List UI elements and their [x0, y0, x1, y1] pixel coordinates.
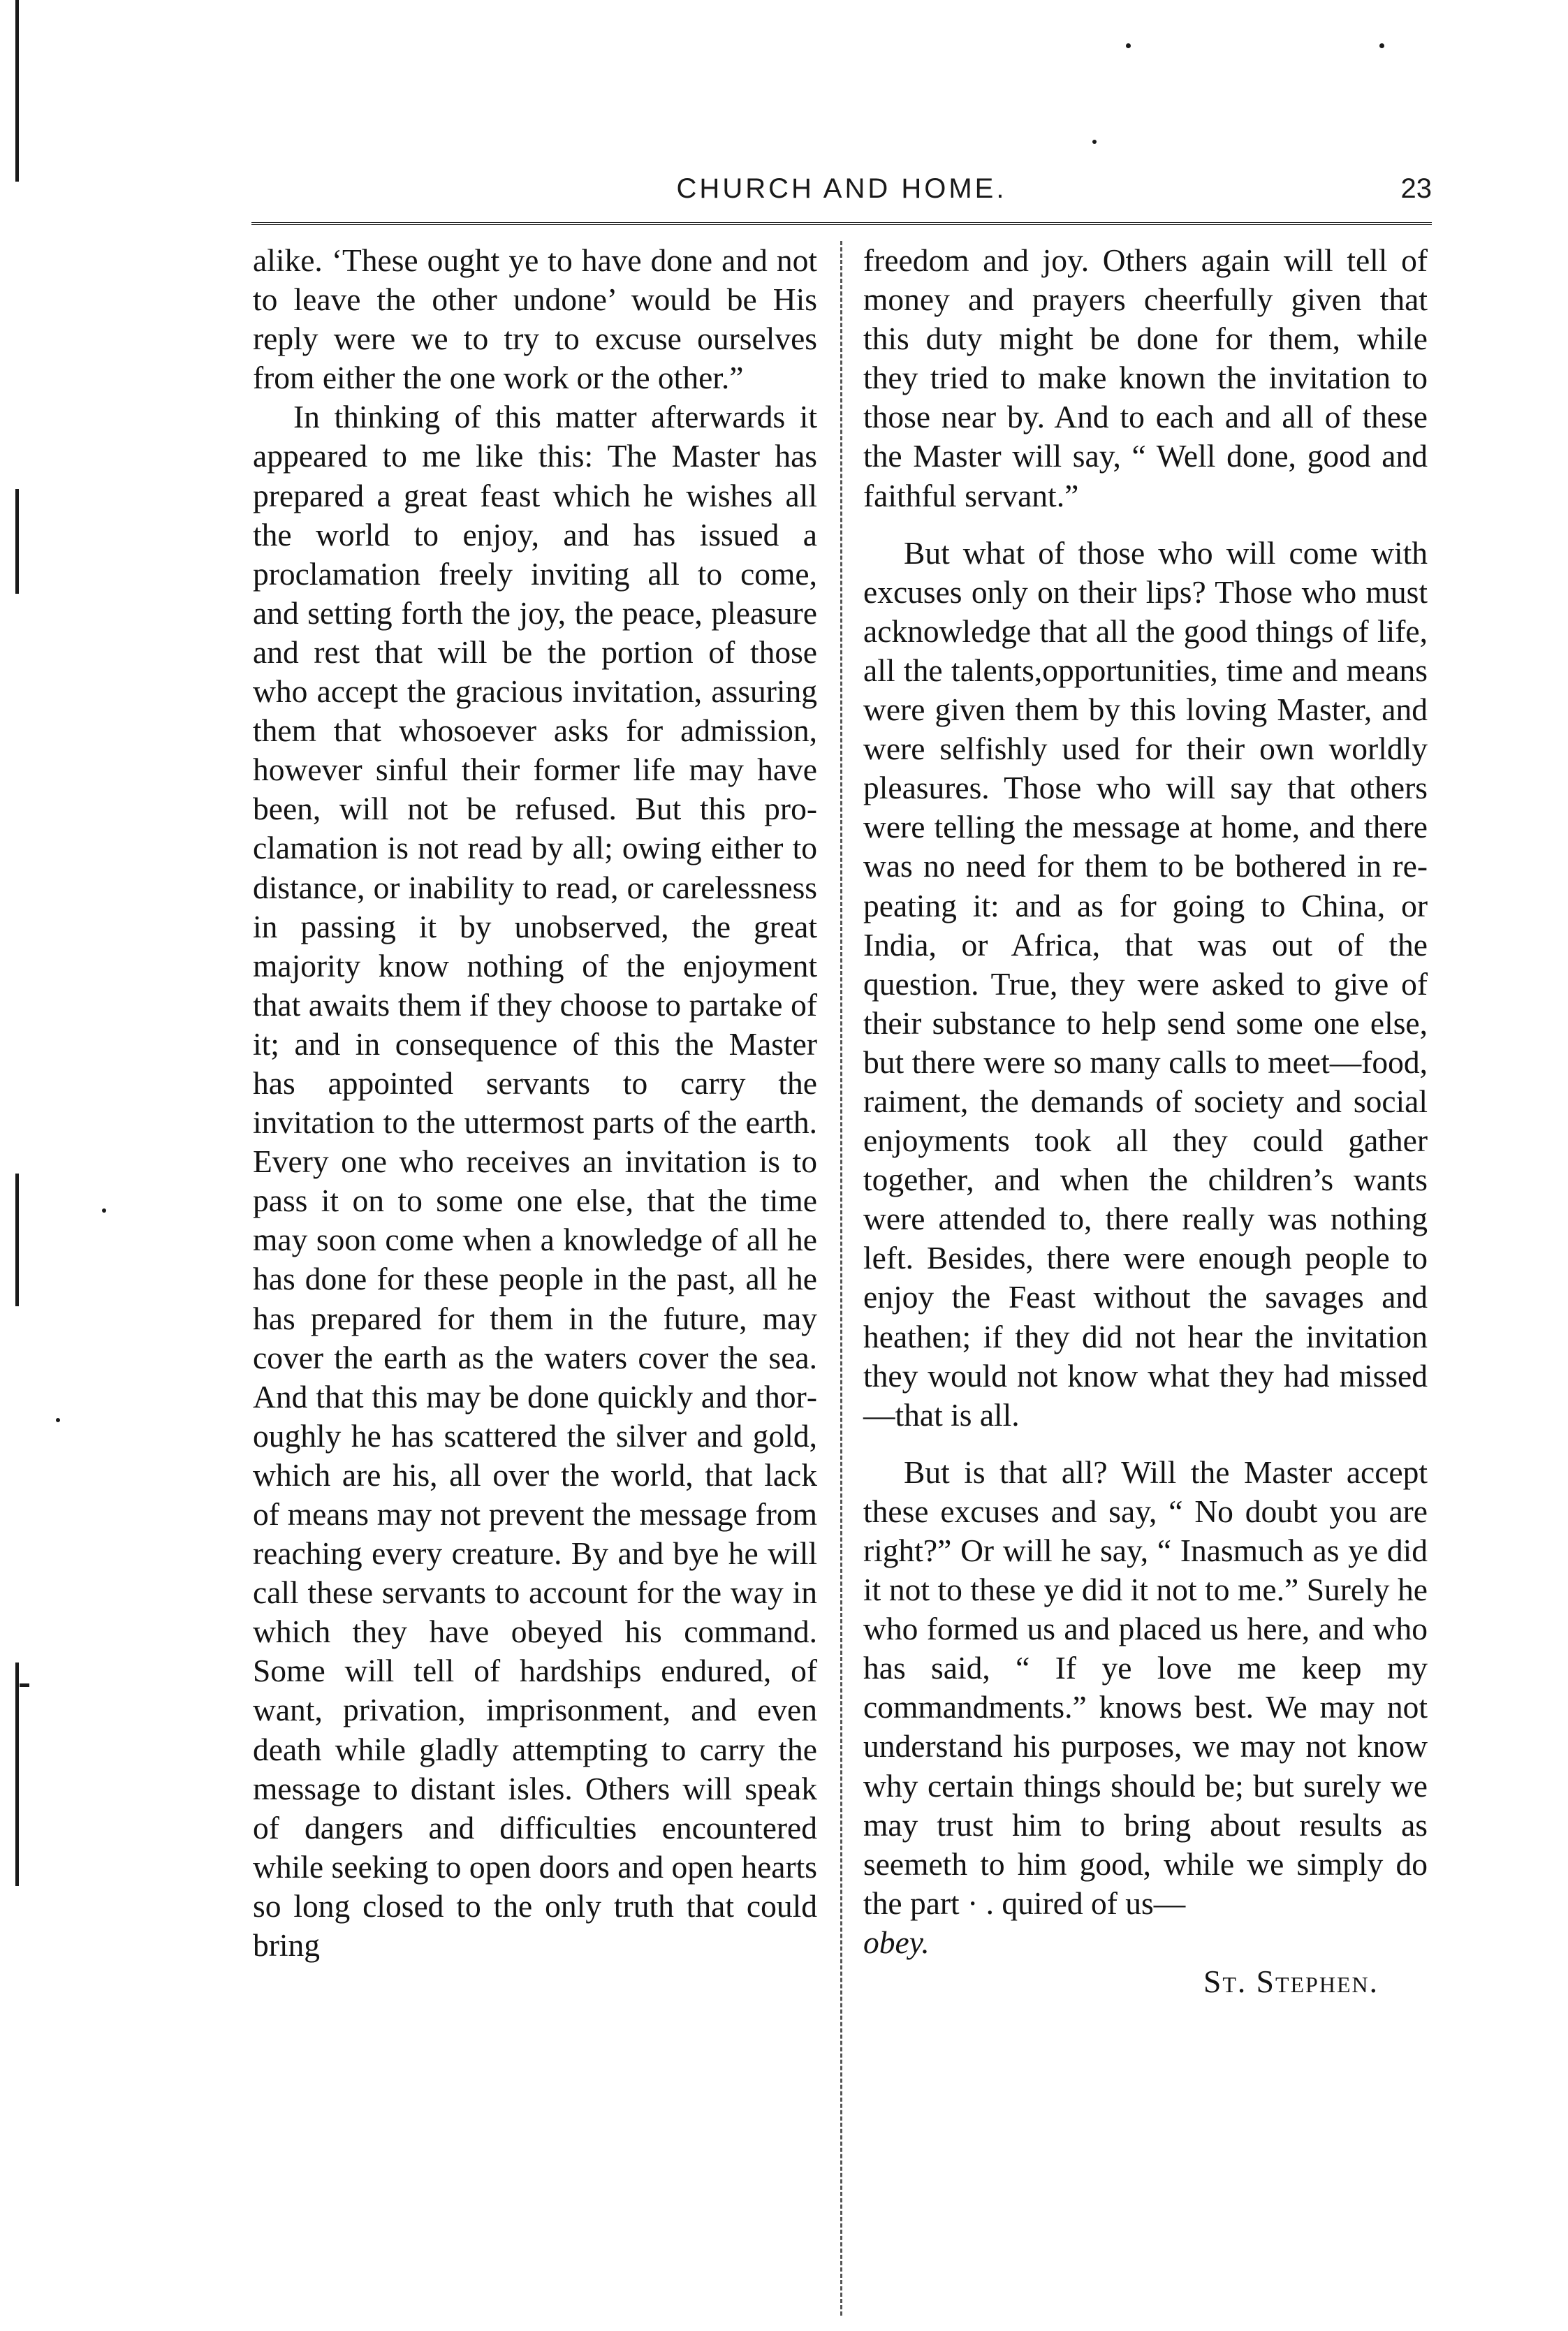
scan-speck	[1126, 43, 1131, 48]
page-number: 23	[1400, 173, 1432, 204]
scan-edge-line-bottom	[15, 1663, 19, 1886]
closing-word: obey.	[863, 1924, 930, 1960]
left-paragraph-2: In thinking of this matter afterwards it appeared to me like this: The Master has prepared a great feast which he wishes all the world to enjoy, and has issued a proclamation freely inviting all to come, and setting forth the joy, the peace, pleasure and rest that will be the portion of those who accept the gracious invitation, assuring them that whosoever asks for admission, however sinful their former life may have been, will not be refused. But this proclamation is not read by all; owing either to distance, or inability to read, or carelessness in passing it by unobserved, the great majority know nothing of the enjoyment that awaits them if they choose to partake of it; and in consequence of this the Master has appointed servants to carry the invitation to the uttermost parts of the earth. Every one who receives an invitation is to pass it on to some one else, that the time may soon come when a knowledge of all he has done for these people in the past, all he has prepared for them in the future, may cover the earth as the waters cover the sea. And that this may be done quickly and thoroughly he has scattered the silver and gold, which are his, all over the world, that lack of means may not prevent the message from reaching every creature. By and bye he will call these servants to account for the way in which they have obeyed his command. Some will tell of hardships endured, of want, privation, imprisonment, and even death while gladly attempting to carry the message to distant isles. Others will speak of dangers and difficulties encountered while seeking to open doors and open hearts so long closed to the only truth that could bring	[253, 399, 817, 1964]
closing-word-line	[863, 1923, 1428, 1962]
signature: St. Stephen.	[1203, 1964, 1379, 2000]
right-paragraph-1: freedom and joy. Others again will tell of money and prayers cheerfully given that this duty might be done for them, while they tried to make known the invitation to those near by. And to each and all of these the Master will say, “ Well done, good and faithful servant.”	[863, 242, 1428, 513]
scan-edge-line-low	[15, 1174, 19, 1306]
scan-edge-line-mid	[15, 489, 19, 594]
header-rule	[251, 222, 1432, 225]
scan-speck	[1379, 43, 1384, 48]
running-head-title: CHURCH AND HOME.	[676, 173, 1007, 204]
left-paragraph-1: alike. ‘These ought ye to have done and not to leave the other undone’ would be His reply were we to try to excuse ourselves from either the one work or the other.”	[253, 242, 817, 396]
left-column	[253, 241, 817, 1965]
scan-speck	[102, 1208, 106, 1213]
scan-edge-tick	[20, 1683, 29, 1687]
column-divider	[840, 241, 842, 2316]
scan-speck	[56, 1418, 60, 1422]
right-paragraph-2: But what of those who will come with excuses only on their lips? Those who must acknowledge that all the good things of life, all the talents,opportunities, time and means were given them by this loving Master, and were selfishly used for their own worldly pleasures. Those who will say that others were telling the message at home, and there was no need for them to be bothered in repeating it: and as for going to China, or India, or Africa, that was out of the question. True, they were asked to give of their substance to help send some one else, but there were so many calls to meet—food, raiment, the demands of society and social enjoyments took all they could gather together, and when the children’s wants were attended to, there really was nothing left. Besides, there were enough people to enjoy the Feast without the savages and heathen; if they did not hear the invitation they would not know what they had missed—that is all.	[863, 534, 1428, 1433]
right-paragraph-3: But is that all? Will the Master accept these excuses and say, “ No doubt you are right?” Or will he say, “ Inasmuch as ye did it not to these ye did it not to me.” Surely he who formed us and placed us here, and who has said, “ If ye love me keep my commandments.” knows best. We may not understand his purposes, we may not know why certain things should be; but surely we may trust him to bring about results as seemeth to him good, while we simply do the part · . quired of us—	[863, 1454, 1428, 1921]
scan-edge-line-top	[15, 0, 19, 182]
running-head	[251, 168, 1432, 217]
scan-speck	[1092, 140, 1097, 144]
right-column	[863, 241, 1428, 2001]
